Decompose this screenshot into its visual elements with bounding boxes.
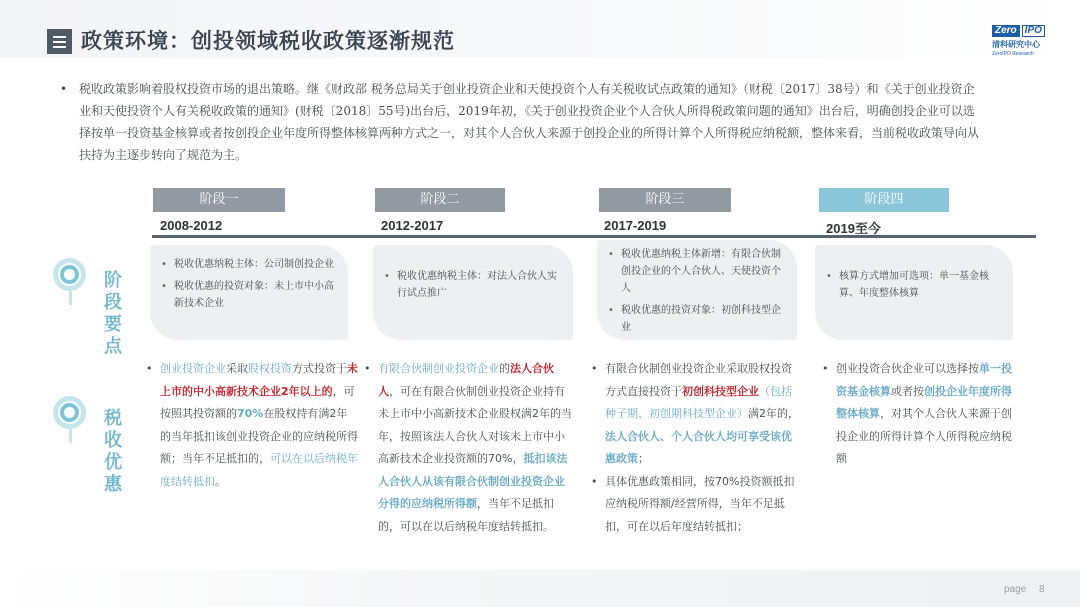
tax-benefit-target-icon: [53, 396, 86, 429]
key-points-rail-icon: [69, 291, 72, 305]
page-label: page: [1004, 584, 1027, 595]
tax-benefit-rail-icon: [69, 429, 72, 443]
logo-mark-right: IPO: [1022, 25, 1045, 37]
desc-bullet: •: [822, 362, 829, 375]
footer-band: [0, 570, 1080, 607]
side-title-key-points: 阶段要点: [104, 270, 122, 357]
stage-3-tax-benefit-detail: 具体优惠政策相同，按70%投资额抵扣应纳税所得额/经营所得，当年不足抵扣，可在以后年度结转抵扣；: [605, 474, 795, 533]
list-item: • 税收优惠的投资对象：初创科技型企业: [621, 302, 785, 336]
stage-2-tax-benefit: • 有限合伙制创业投资企业的法人合伙人，可在有限合伙制创业投资企业持有未上市中小高新技术企业股权满2年的当年，按照该法人合伙人对该未上市中小高新技术企业投资额的70%，抵扣该法人合伙人从该有限合伙制创业投资企业分得的应纳税所得额，当年不足抵扣的，可以在以后纳税年度结转抵扣。: [364, 358, 574, 538]
intro-text: 税收政策影响着股权投资市场的退出策略。继《财政部 税务总局关于创业投资企业和天使投资个人有关税收试点政策的通知》（财税〔2017〕38号）和《关于创业投资企业和天使投资个人有关税收政策的通知》(财税〔2018〕55号)出台后，2019年初，《关于创业投资企业个人合伙人所得税政策问题的通知》出台后，明确创投企业可以选择按单一投资基金核算或者按创投企业年度所得整体核算两种方式之一，对其个人合伙人来源于创投企业的所得计算个人所得税应纳税额，整体来看，当前税收政策导向从扶持为主逐步转向了规范为主。: [79, 82, 980, 162]
desc-bullet: •: [146, 362, 153, 375]
logo-name-en: ZeroIPO Research: [992, 51, 1034, 57]
logo-mark-left: Zero: [992, 25, 1020, 37]
list-item: • 税收优惠的投资对象：未上市中小高新技术企业: [174, 278, 336, 312]
stage-1-period: 2008-2012: [160, 218, 223, 233]
stage-1-label: 阶段一: [153, 188, 285, 212]
stage-4-key-points-card: [815, 245, 1013, 340]
desc-bullet: •: [591, 362, 598, 375]
stage-4-label: 阶段四: [819, 188, 949, 212]
stage-1-tax-benefit: • 创业投资企业采取股权投资方式投资于未上市的中小高新技术企业2年以上的，可按照其投资额的70%在股权持有满2年的当年抵扣该创业投资企业的应纳税所得额；当年不足抵扣的，可以在以后纳税年度结转抵扣。: [146, 358, 358, 493]
intro-bullet: •: [60, 82, 68, 96]
stage-2-label: 阶段二: [375, 188, 505, 212]
list-item: • 税收优惠纳税主体：对法人合伙人实行试点推广: [397, 268, 561, 302]
stage-1-key-points-card: [150, 245, 348, 340]
stage-3-label: 阶段三: [599, 188, 731, 212]
zeroipo-logo: [992, 25, 1062, 65]
desc-bullet: •: [364, 362, 371, 375]
stage-3-tax-benefit: • 有限合伙制创业投资企业采取股权投资方式直接投资于初创科技型企业（包括种子期、初创期科技型企业）满2年的，法人合伙人、个人合伙人均可享受该优惠政策； • 具体优惠政策相同，按70%投资额抵扣应纳税所得额/经营所得，当年不足抵扣，可在以后年度结转抵扣；: [591, 358, 801, 538]
stage-2-key-points-card: [373, 245, 573, 340]
list-item: • 核算方式增加可选项：单一基金核算、年度整体核算: [839, 268, 1001, 302]
desc-bullet: •: [591, 474, 598, 488]
stage-2-period: 2012-2017: [381, 218, 444, 233]
stage-3-period: 2017-2019: [604, 218, 667, 233]
timeline-axis: [152, 235, 1036, 238]
page-title: 政策环境：创投领域税收政策逐渐规范: [81, 28, 455, 53]
side-title-tax-benefit: 税收优惠: [104, 408, 122, 495]
list-item: • 税收优惠纳税主体新增：有限合伙制创投企业的个人合伙人、天使投资个人: [621, 246, 785, 297]
stage-3-key-points-card: [597, 240, 797, 340]
key-points-target-icon: [53, 258, 86, 291]
page-number: 8: [1039, 584, 1045, 595]
stage-4-period: 2019至今: [826, 221, 881, 236]
intro-paragraph: [60, 78, 980, 166]
stage-4-tax-benefit: • 创业投资合伙企业可以选择按单一投资基金核算或者按创投企业年度所得整体核算，对其个人合伙人来源于创投企业的所得计算个人所得税应纳税额: [822, 358, 1012, 471]
hamburger-menu-icon[interactable]: [47, 29, 72, 54]
logo-name-cn: 清科研究中心: [992, 40, 1040, 49]
list-item: • 税收优惠纳税主体：公司制创投企业: [174, 256, 336, 273]
